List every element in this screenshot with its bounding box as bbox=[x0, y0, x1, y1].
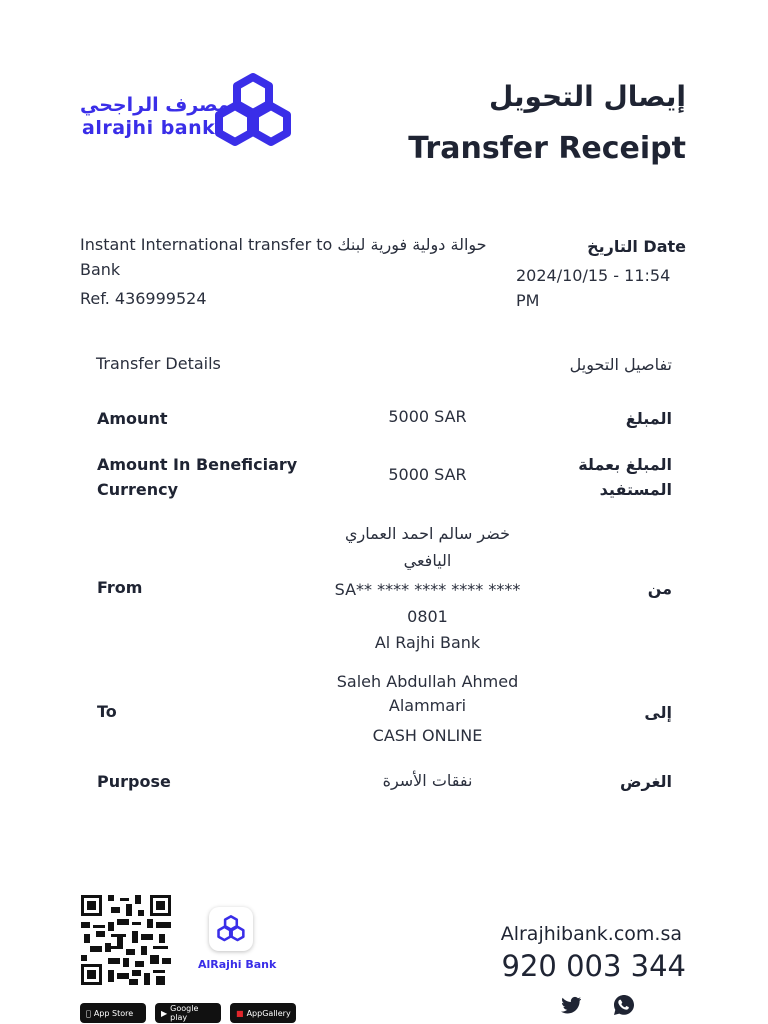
app-store-label: App Store bbox=[89, 1008, 129, 1018]
from-label-arabic: من bbox=[647, 579, 672, 598]
bank-name-english: alrajhi bank bbox=[82, 117, 216, 139]
receipt-title-english: Transfer Receipt bbox=[408, 131, 686, 166]
huawei-icon: ■ bbox=[236, 1008, 244, 1018]
beneficiary-amount-label-arabic: المبلغ بعملة المستفيد bbox=[578, 455, 672, 499]
to-label: To bbox=[97, 702, 117, 721]
alrajhi-logo-icon bbox=[209, 907, 253, 951]
app-store-badge[interactable] bbox=[80, 1003, 146, 1023]
phone-number[interactable]: 920 003 344 bbox=[501, 949, 686, 983]
qr-code-icon bbox=[81, 895, 171, 985]
amount-label-arabic: المبلغ bbox=[625, 409, 672, 428]
app-gallery-label: AppGallery bbox=[246, 1008, 291, 1018]
section-title-arabic: تفاصيل التحويل bbox=[569, 355, 672, 374]
beneficiary-amount-label: Amount In Beneficiary Currency bbox=[97, 455, 298, 499]
section-title-english: Transfer Details bbox=[96, 354, 221, 373]
from-label: From bbox=[97, 578, 143, 597]
amount-label: Amount bbox=[97, 409, 168, 428]
transfer-description: Instant International transfer to حوالة دولية فورية لبنك Bank bbox=[80, 235, 487, 279]
purpose-label: Purpose bbox=[97, 772, 171, 791]
website-link[interactable]: Alrajhibank.com.sa bbox=[500, 923, 682, 945]
beneficiary-amount-value: 5000 SAR bbox=[388, 465, 467, 484]
app-name: AlRajhi Bank bbox=[198, 958, 277, 971]
whatsapp-icon[interactable] bbox=[612, 993, 636, 1017]
alrajhi-app-icon[interactable] bbox=[209, 907, 253, 951]
google-play-icon: ▶ bbox=[161, 1008, 168, 1018]
reference-number: Ref. 436999524 bbox=[80, 289, 207, 308]
sender-bank: Al Rajhi Bank bbox=[374, 633, 481, 652]
apple-icon bbox=[86, 1009, 91, 1018]
to-label-arabic: إلى bbox=[644, 703, 672, 722]
purpose-label-arabic: الغرض bbox=[620, 772, 672, 791]
twitter-icon[interactable] bbox=[559, 993, 583, 1017]
google-play-label: Google play bbox=[170, 1004, 199, 1022]
date-value: 2024/10/15 - 11:54 PM bbox=[516, 266, 671, 310]
purpose-value: نفقات الأسرة bbox=[382, 771, 473, 790]
sender-name: خضر سالم احمد العماري اليافعي bbox=[344, 524, 511, 570]
date-label: التاريخ Date bbox=[587, 237, 686, 256]
receipt-title-arabic: إيصال التحويل bbox=[488, 80, 686, 113]
bank-name-arabic: مصرف الراجحي bbox=[80, 94, 230, 116]
amount-value: 5000 SAR bbox=[388, 407, 467, 426]
app-gallery-badge[interactable] bbox=[230, 1003, 296, 1023]
sender-account: SA** **** **** **** **** 0801 bbox=[334, 580, 521, 626]
recipient-bank: CASH ONLINE bbox=[372, 726, 483, 745]
google-play-badge[interactable] bbox=[155, 1003, 221, 1023]
recipient-name: Saleh Abdullah Ahmed Alammari bbox=[336, 672, 519, 715]
alrajhi-logo-icon bbox=[212, 72, 294, 154]
